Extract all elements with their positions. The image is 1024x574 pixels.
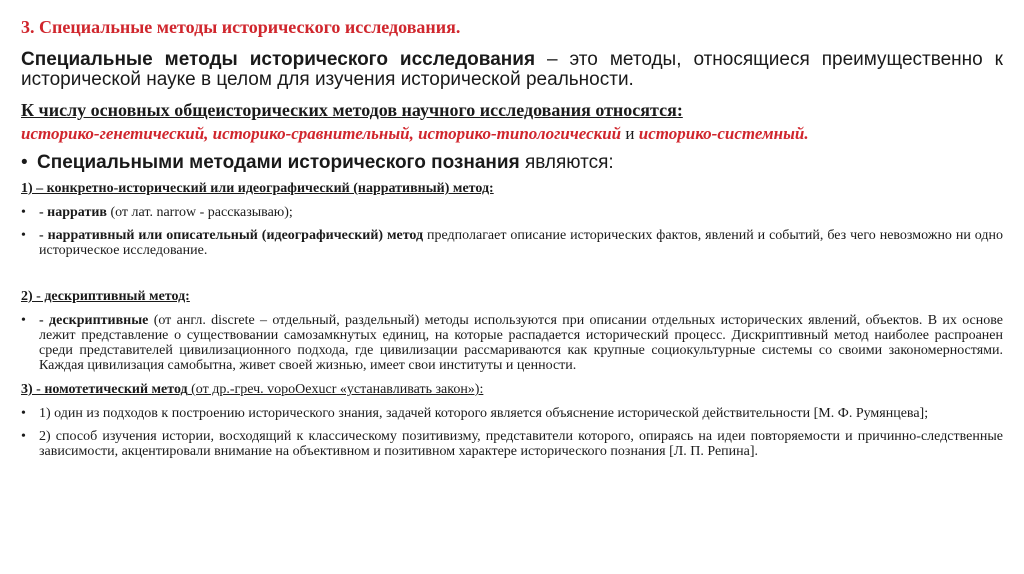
slide-title: 3. Специальные методы исторического исследования. [21, 17, 461, 37]
item-text: 2) способ изучения истории, восходящий к классическому позитивизму, представители которого, опираясь на идеи повторяемости и причинно-следственные зависимости, акцентировали внимание на объективном и позитивном характере исторического познания [Л. П. Репина]. [39, 429, 1003, 459]
general-methods-items: историко-генетический, историко-сравнительный, историко-типологический [21, 124, 622, 143]
item-bold: - нарративный или описательный (идеографический) метод [39, 228, 424, 243]
special-heading-bold: Специальными методами исторического познания [37, 152, 520, 173]
item-text: 1) один из подходов к построению исторического знания, задачей которого является объяснение исторической действительности [М. Ф. Румянцева]; [39, 406, 929, 421]
spacer [21, 266, 1003, 288]
section3-heading-bold: 3) - номотетический метод [21, 382, 188, 397]
section3-heading-rest: (от др.-греч. vopoOexucr «устанавливать закон»): [187, 382, 484, 397]
general-methods-heading: К числу основных общеисторических методов научного исследования относятся: [21, 100, 683, 120]
slide-content [21, 16, 1003, 467]
section1-item-2 [21, 228, 1003, 258]
section3-item-1 [21, 406, 1003, 421]
item-rest: (от англ. discrete – отдельный, раздельный) методы используются при описании отдельных исторических явлений, объектов. В их основе лежит представление о существовании самозамкнутых единиц, на которые распадается исторический процесс. Дискриптивный метод наиболее распроанен среди представителей цивилизационного подхода, где цивилизации рассмариваются как крупные социокультурные системы со своими закономерностями. Каждая цивилизация самобытна, живет своей жизнью, имеет свои институты и ценности. [39, 313, 1004, 373]
intro-term: Специальные методы исторического исследования [21, 49, 536, 70]
item-rest: предполагает описание исторических фактов, явлений и событий, без чего невозможно ни одно историческое исследование. [39, 228, 1003, 258]
section3-heading [21, 381, 1003, 398]
bullet-icon: • [21, 429, 26, 444]
bullet-icon: • [21, 228, 26, 243]
section1-heading: 1) – конкретно-исторический или идеографический (нарративный) метод: [21, 181, 494, 196]
bullet-icon: • [21, 152, 28, 173]
special-methods-heading [21, 152, 1003, 174]
item-bold: - нарратив [39, 205, 107, 220]
general-methods-list [21, 124, 1003, 144]
item-bold: - дескриптивные [39, 313, 149, 328]
bullet-icon: • [21, 406, 26, 421]
section3-item-2 [21, 429, 1003, 459]
intro-paragraph [21, 50, 1003, 90]
section1-item-1 [21, 205, 1003, 220]
intro-rest: – это методы, относящиеся преимущественно к исторической науке в целом для изучения исторической реальности. [21, 49, 1003, 90]
special-heading-rest: являются: [519, 152, 614, 173]
general-methods-conj: и [621, 124, 639, 143]
section2-item-1 [21, 313, 1003, 373]
general-methods-last: историко-системный. [638, 124, 809, 143]
section2-heading: 2) - дескриптивный метод: [21, 289, 190, 304]
item-rest: (от лат. narrow - рассказываю); [106, 205, 293, 220]
bullet-icon: • [21, 205, 26, 220]
bullet-icon: • [21, 313, 26, 328]
